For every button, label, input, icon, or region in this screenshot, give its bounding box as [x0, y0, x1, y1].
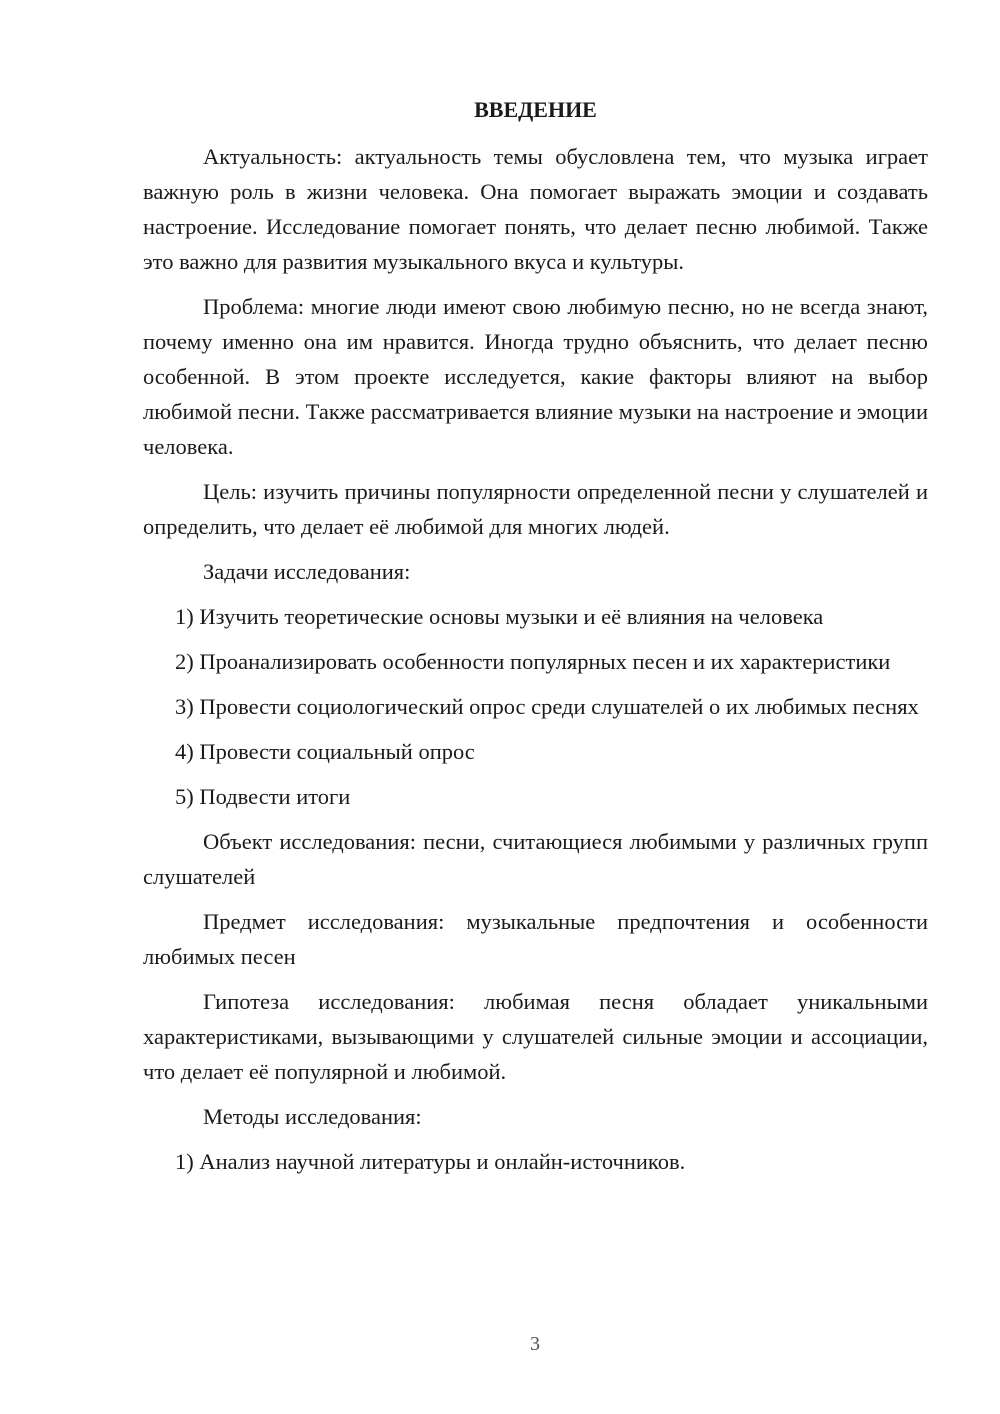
task-item: 3) Провести социологический опрос среди слушателей о их любимых песнях: [175, 694, 919, 719]
object-paragraph: Объект исследования: песни, считающиеся любимыми у различных групп слушателей: [143, 829, 928, 889]
problem-paragraph: Проблема: многие люди имеют свою любимую песню, но не всегда знают, почему именно она им нравится. Иногда трудно объяснить, что делает песню особенной. В этом проекте исследуется, какие факторы влияют на выбор любимой песни. Также рассматривается влияние музыки на настроение и эмоции человека.: [143, 294, 928, 459]
page-number: 3: [530, 1333, 540, 1355]
methods-heading: Методы исследования:: [203, 1104, 422, 1129]
section-heading: ВВЕДЕНИЕ: [474, 97, 597, 122]
relevance-paragraph: Актуальность: актуальность темы обусловлена тем, что музыка играет важную роль в жизни человека. Она помогает выражать эмоции и создавать настроение. Исследование помогает понять, что делает песню любимой. Также это важно для развития музыкального вкуса и культуры.: [143, 144, 928, 274]
task-item: 1) Изучить теоретические основы музыки и её влияния на человека: [175, 604, 824, 629]
goal-paragraph: Цель: изучить причины популярности определенной песни у слушателей и определить, что делает её любимой для многих людей.: [143, 479, 928, 539]
method-item: 1) Анализ научной литературы и онлайн-источников.: [175, 1149, 686, 1174]
task-item: 4) Провести социальный опрос: [175, 739, 475, 764]
subject-paragraph: Предмет исследования: музыкальные предпочтения и особенности любимых песен: [143, 909, 928, 969]
hypothesis-paragraph: Гипотеза исследования: любимая песня обладает уникальными характеристиками, вызывающими у слушателей сильные эмоции и ассоциации, что делает её популярной и любимой.: [143, 989, 928, 1084]
task-item: 2) Проанализировать особенности популярных песен и их характеристики: [175, 649, 891, 674]
task-item: 5) Подвести итоги: [175, 784, 351, 809]
tasks-heading: Задачи исследования:: [203, 559, 411, 584]
page-body: [143, 95, 928, 1189]
